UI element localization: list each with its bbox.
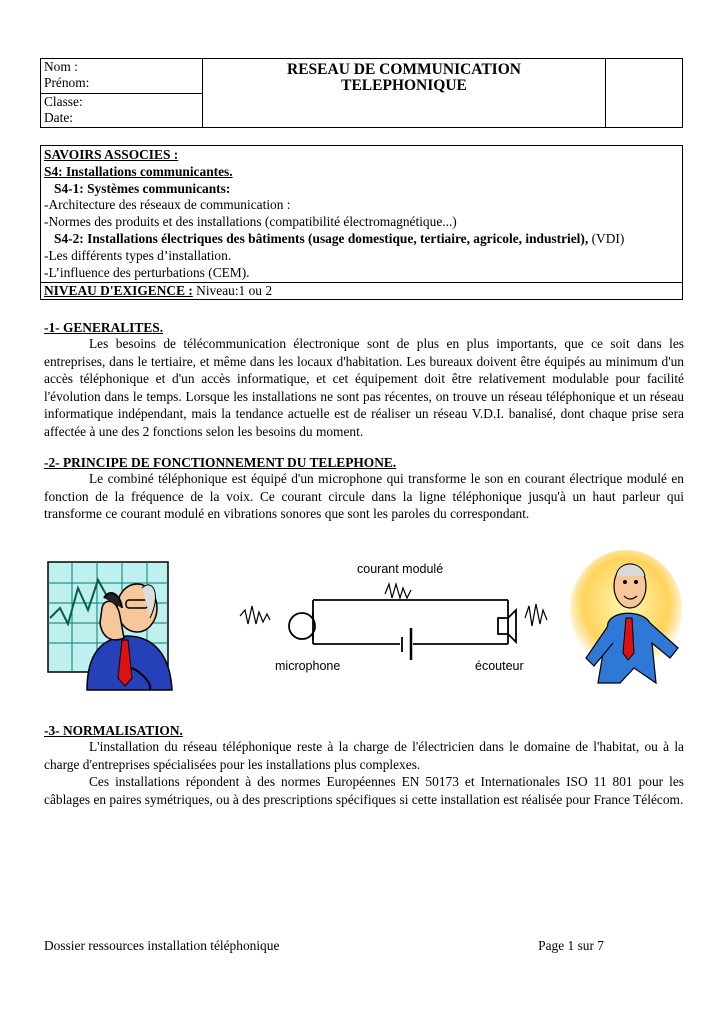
title-line-2: TELEPHONIQUE	[341, 77, 467, 94]
s42-item-1: -Les différents types d’installation.	[44, 247, 232, 263]
section-3-text-1: L'installation du réseau téléphonique reste à la charge de l'électricien dans le domaine de l'habitat, ou à la charge d'entreprises spécialisées pour les installations plus complexes.	[44, 739, 684, 772]
s42-suffix: (VDI)	[588, 230, 625, 246]
section-3-title: -3- NORMALISATION.	[44, 723, 183, 738]
s41-item-2: -Normes des produits et des installations (compatibilité électromagnétique...)	[44, 214, 457, 230]
s4-heading: S4: Installations communicantes.	[44, 163, 233, 179]
listening-man-illustration	[568, 548, 688, 688]
date-label: Date:	[44, 110, 73, 125]
s41-heading: S4-1: Systèmes communicants:	[54, 180, 231, 196]
section-3-text-2: Ces installations répondent à des normes Européennes EN 50173 et Internationales ISO 11 801 pour les câblages en paires symétriques, ou à des prescriptions spécifiques si cette installation est réalisée pour France Télécom.	[44, 774, 684, 807]
page-title	[203, 59, 606, 128]
prenom-label: Prénom:	[44, 75, 90, 90]
footer-page-number: Page 1 sur 7	[538, 938, 604, 953]
grade-cell	[606, 59, 683, 128]
section-2-title: -2- PRINCIPE DE FONCTIONNEMENT DU TELEPHONE.	[44, 455, 397, 470]
title-line-1: RESEAU DE COMMUNICATION	[287, 61, 521, 78]
earpiece-symbol	[498, 618, 508, 634]
telephone-circuit-diagram	[230, 560, 560, 680]
modulated-current-wave	[385, 584, 411, 598]
header-table	[40, 58, 683, 128]
label-microphone: microphone	[275, 659, 341, 673]
sound-wave-out	[525, 604, 547, 626]
section-1-title: -1- GENERALITES.	[44, 320, 164, 335]
section-2-text: Le combiné téléphonique est équipé d'un microphone qui transforme le son en courant électrique modulé en fonction de la fréquence de la voix. Ce courant circule dans la ligne téléphonique jusqu'à un haut parleur qui transforme ce courant modulé en vibrations sonores que sont les paroles du correspondant.	[44, 471, 684, 522]
label-earpiece: écouteur	[475, 659, 524, 673]
nom-label: Nom :	[44, 59, 78, 74]
niveau-label: NIVEAU D'EXIGENCE :	[44, 283, 193, 299]
s42-heading: S4-2: Installations électriques des bâtiments (usage domestique, tertiaire, agricole, industriel),	[54, 230, 589, 246]
niveau-value: Niveau:1 ou 2	[192, 283, 273, 299]
savoirs-heading: SAVOIRS ASSOCIES :	[44, 147, 179, 162]
sound-wave-in	[240, 606, 270, 624]
classe-label: Classe:	[44, 94, 83, 109]
s42-item-2: -L’influence des perturbations (CEM).	[44, 264, 250, 280]
businessman-phone-illustration	[42, 558, 182, 693]
name-cell	[41, 59, 203, 94]
s41-item-1: -Architecture des réseaux de communication :	[44, 197, 291, 213]
footer-left: Dossier ressources installation téléphonique	[44, 938, 280, 953]
section-1-text: Les besoins de télécommunication électronique sont de plus en plus importants, que ce soit dans les entreprises, dans le tertiaire, et même dans les locaux d'habitation. Les bureaux doivent être équipés au minimum d'un accès téléphonique et d'un accès informatique, et cet équipement doit être relativement modulable pour facilité l'évolution dans le temps. Lorsque les installations ne sont pas récentes, on trouve un réseau téléphonique et un réseau informatique indépendant, mais la tendance actuelle est de réaliser un réseau V.D.I. banalisé, dont chaque prise sera affectée à une des 2 fonctions selon les besoins du moment.	[44, 336, 684, 439]
savoirs-box	[40, 145, 683, 300]
page-footer	[44, 938, 604, 954]
class-date-cell	[41, 94, 203, 128]
label-current: courant modulé	[357, 562, 444, 576]
microphone-symbol	[289, 613, 315, 639]
niveau-row	[41, 282, 682, 299]
